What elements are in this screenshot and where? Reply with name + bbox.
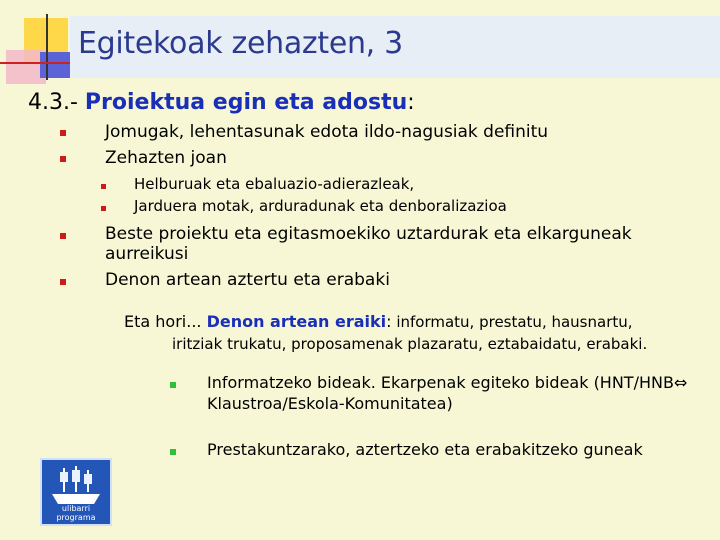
item-text: Prestakuntzarako, aztertzeko eta erabakitzeko guneak <box>207 440 643 459</box>
eta-highlight: Denon artean eraiki <box>206 312 387 331</box>
bullet-text: Denon artean aztertu eta erabaki <box>105 270 390 290</box>
decor-vertical-line <box>46 14 48 80</box>
bullet-marker <box>60 279 66 285</box>
eta-hori-line <box>124 312 633 331</box>
subbullet-marker <box>101 184 106 189</box>
bullet-marker <box>60 130 66 136</box>
subbullet-text: Jarduera motak, arduradunak eta denboralizazioa <box>134 197 507 215</box>
bullet-marker <box>60 156 66 162</box>
section-heading-main: Proiektua egin eta adostu <box>84 90 408 115</box>
slide-title: Egitekoak zehazten, 3 <box>78 26 403 61</box>
logo-text: ulibarri programa <box>56 504 96 522</box>
section-heading-colon: : <box>407 90 415 115</box>
bullet-marker <box>60 233 66 239</box>
subbullet-marker <box>101 206 106 211</box>
bullet-text-continued: aurreikusi <box>105 244 189 264</box>
ship-icon <box>42 460 110 510</box>
ulibarri-logo <box>40 458 112 526</box>
eta-hori-line-2: iritziak trukatu, proposamenak plazaratu, eztabaidatu, erabaki. <box>172 335 648 353</box>
decor-blue-square <box>40 52 72 78</box>
item-marker <box>170 382 176 388</box>
section-number: 4.3.- <box>28 90 78 115</box>
item-text: Informatzeko bideak. Ekarpenak egiteko bideak (HNT/HNB⇔ <box>207 373 688 392</box>
section-heading <box>28 90 415 115</box>
item-text-continued: Klaustroa/Eskola-Komunitatea) <box>207 394 453 413</box>
eta-colon: : <box>386 312 392 331</box>
item-marker <box>170 449 176 455</box>
bullet-text: Jomugak, lehentasunak edota ildo-nagusiak definitu <box>105 122 549 142</box>
bullet-text: Zehazten joan <box>105 148 227 168</box>
eta-prefix: Eta hori... <box>124 312 207 331</box>
eta-rest: informatu, prestatu, hausnartu, <box>391 313 633 331</box>
bullet-text: Beste proiektu eta egitasmoekiko uztardurak eta elkarguneak <box>105 224 632 244</box>
subbullet-text: Helburuak eta ebaluazio-adierazleak, <box>134 175 415 193</box>
